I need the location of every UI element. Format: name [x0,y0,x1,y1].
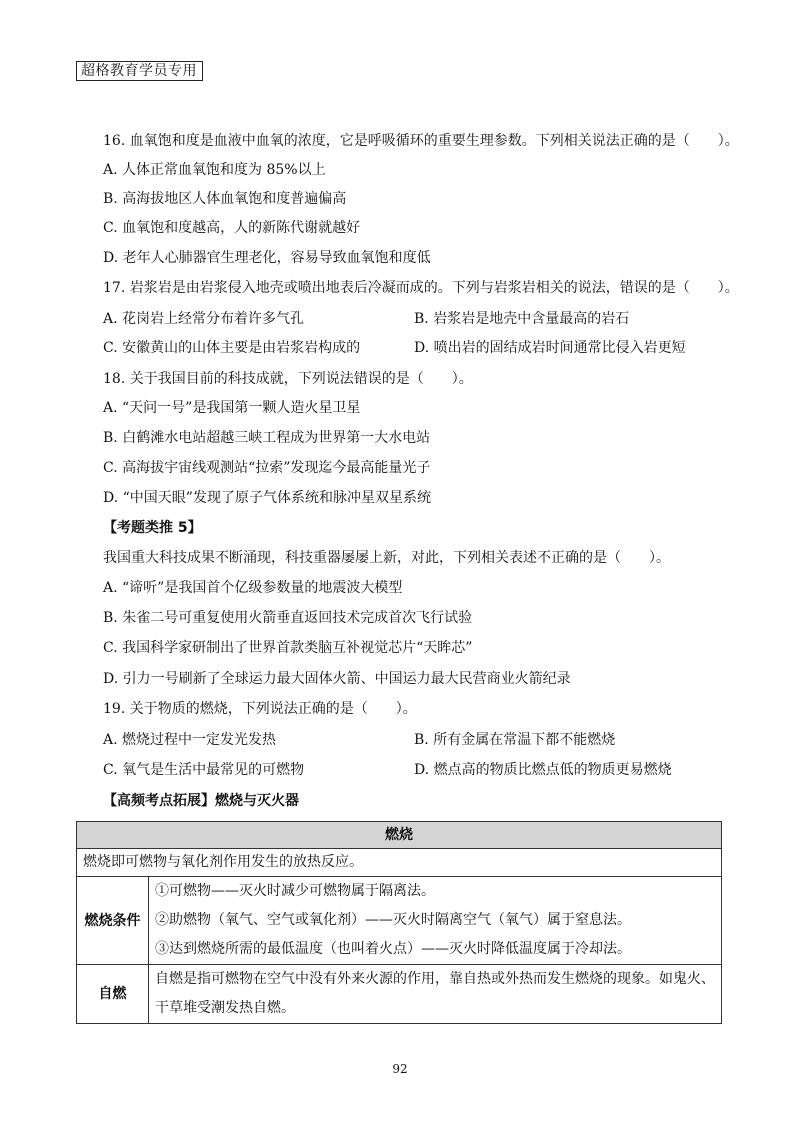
combustion-definition: 燃烧即可燃物与氧化剂作用发生的放热反应。 [77,849,722,877]
conditions-cell [149,877,722,965]
question-17-stem: 17. 岩浆岩是由岩浆侵入地壳或喷出地表后冷凝而成的。下列与岩浆岩相关的说法，错误的是（ ）。 [103,280,739,296]
q18-option-a: A. “天问一号”是我国第一颗人造火星卫星 [103,400,361,416]
q17-option-a: A. 花岗岩上经常分布着许多气孔 [103,311,305,327]
table-header-row [77,822,722,849]
analogy-option-c: C. 我国科学家研制出了世界首款类脑互补视觉芯片“天眸芯” [103,640,473,656]
q19-option-b: B. 所有金属在常温下都不能燃烧 [414,732,616,748]
extension-heading: 【高频考点拓展】燃烧与灭火器 [103,793,299,809]
analogy-stem: 我国重大科技成果不断涌现，科技重器屡屡上新，对此，下列相关表述不正确的是（ ）。 [103,550,670,566]
condition-item: ①可燃物——灭火时减少可燃物属于隔离法。 [155,883,435,899]
table-row [77,849,722,877]
page-number: 92 [392,1062,408,1076]
q18-option-b: B. 白鹤滩水电站超越三峡工程成为世界第一大水电站 [103,430,431,446]
q18-option-d: D. “中国天眼”发现了原子气体系统和脉冲星双星系统 [103,490,431,506]
condition-item: ③达到燃烧所需的最低温度（也叫着火点）——灭火时降低温度属于冷却法。 [155,941,631,957]
table-title: 燃烧 [77,822,722,849]
analogy-option-d: D. 引力一号刷新了全球运力最大固体火箭、中国运力最大民营商业火箭纪录 [103,671,571,687]
q18-option-c: C. 高海拔宇宙线观测站“拉索”发现迄今最高能量光子 [103,460,431,476]
condition-item: ②助燃物（氧气、空气或氧化剂）——灭火时隔离空气（氧气）属于窒息法。 [155,912,631,928]
question-18-stem: 18. 关于我国目前的科技成就，下列说法错误的是（ ）。 [103,371,473,387]
q19-option-c: C. 氧气是生活中最常见的可燃物 [103,762,305,778]
analogy-heading: 【考题类推 5】 [103,520,202,536]
watermark-stamp: 超格教育学员专用 [76,61,203,81]
q17-option-d: D. 喷出岩的固结成岩时间通常比侵入岩更短 [414,340,686,356]
autoignition-text-line: 自燃是指可燃物在空气中没有外来火源的作用，靠自热或外热而发生燃烧的现象。如鬼火、 [155,971,715,987]
autoignition-cell [149,965,722,1024]
analogy-option-a: A. “谛听”是我国首个亿级参数量的地震波大模型 [103,580,403,596]
q16-option-d: D. 老年人心肺器官生理老化，容易导致血氧饱和度低 [103,250,431,266]
table-row [77,877,722,965]
q17-option-c: C. 安徽黄山的山体主要是由岩浆岩构成的 [103,340,361,356]
question-16-stem: 16. 血氧饱和度是血液中血氧的浓度，它是呼吸循环的重要生理参数。下列相关说法正确的是（ ）。 [103,133,739,149]
conditions-label: 燃烧条件 [77,877,149,965]
question-19-stem: 19. 关于物质的燃烧，下列说法正确的是（ ）。 [103,701,417,717]
autoignition-label: 自燃 [77,965,149,1024]
combustion-table [76,821,722,1024]
q16-option-b: B. 高海拔地区人体血氧饱和度普遍偏高 [103,191,347,207]
q19-option-a: A. 燃烧过程中一定发光发热 [103,732,277,748]
analogy-option-b: B. 朱雀二号可重复使用火箭垂直返回技术完成首次飞行试验 [103,610,473,626]
autoignition-text-line: 干草堆受潮发热自燃。 [155,1000,295,1016]
q19-option-d: D. 燃点高的物质比燃点低的物质更易燃烧 [414,762,672,778]
table-row [77,965,722,1024]
q17-option-b: B. 岩浆岩是地壳中含量最高的岩石 [414,311,630,327]
q16-option-a: A. 人体正常血氧饱和度为 85%以上 [103,162,326,178]
q16-option-c: C. 血氧饱和度越高，人的新陈代谢就越好 [103,220,361,236]
